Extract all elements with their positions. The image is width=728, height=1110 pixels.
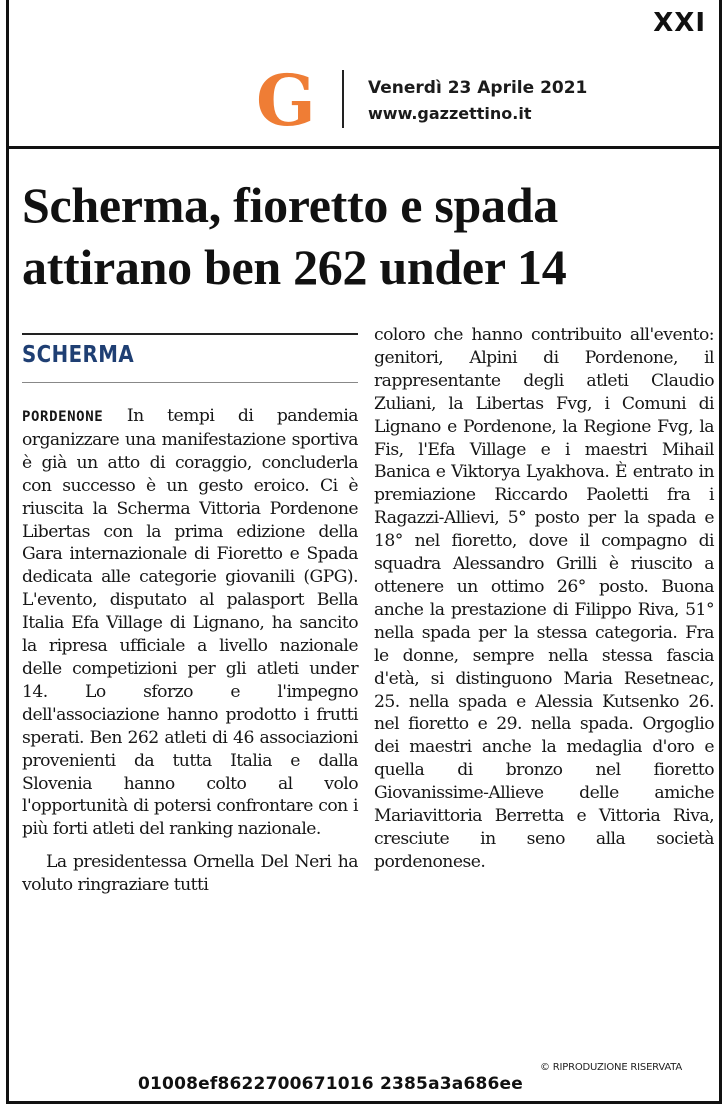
section-top-rule: [22, 333, 358, 335]
headline-line-1: Scherma, fioretto e spada: [22, 177, 558, 233]
gazzettino-logo: G: [256, 59, 316, 142]
section-bottom-rule: [22, 382, 358, 383]
page-number: XXI: [653, 8, 706, 38]
paragraph-2-continued: coloro che hanno contribuito all'evento: genitori, Alpini di Pordenone, il rappresentante degli atleti Claudio Zuliani, la Libertas Fvg, i Comuni di Lignano e Pordenone, la Regione Fvg, la Fis, l'Efa Village e i maestri Mihail Banica e Viktorya Lyakhova. È entrato in premiazione Riccardo Paoletti fra i Ragazzi-Allievi, 5° posto per la spada e 18° nel fioretto, dove il compagno di squadra Alessandro Grilli è riuscito a ottenere un ottimo 26° posto. Buona anche la prestazione di Filippo Riva, 51° nella spada per la stessa categoria. Fra le donne, sempre nella stessa fascia d'età, si distinguono Maria Resetneac, 25. nella spada e Alessia Kutsenko 26. nel fioretto e 29. nella spada. Orgoglio dei maestri anche la medaglia d'oro e quella di bronzo nel fioretto Giovanissime-Allieve delle amiche Mariavittoria Berretta e Vittoria Riva, cresciute in seno alla società pordenonese.: [374, 325, 714, 872]
article-column-1: [22, 405, 358, 897]
document-code: 01008ef8622700671016 2385a3a686ee: [138, 1074, 523, 1094]
paragraph-1: [22, 405, 358, 841]
headline-line-2: attirano ben 262 under 14: [22, 239, 567, 295]
section-label: SCHERMA: [22, 342, 135, 368]
dateline: PORDENONE: [22, 409, 104, 425]
paragraph-2-start: La presidentessa Ornella Del Neri ha voluto ringraziare tutti: [22, 852, 358, 896]
masthead-divider: [342, 70, 344, 128]
website-url[interactable]: www.gazzettino.it: [368, 104, 532, 123]
headline: [22, 174, 712, 298]
article-column-2: [374, 324, 714, 874]
issue-date: Venerdì 23 Aprile 2021: [368, 78, 588, 98]
paragraph-1-text: In tempi di pandemia organizzare una manifestazione sportiva è già un atto di coraggio, concluderla con successo è un gesto eroico. Ci è riuscita la Scherma Vittoria Pordenone Libertas con la prima edizione della Gara internazionale di Fioretto e Spada dedicata alle categorie giovanili (GPG). L'evento, disputato al palasport Bella Italia Efa Village di Lignano, ha sancito la ripresa ufficiale a livello nazionale delle competizioni per gli atleti under 14. Lo sforzo e l'impegno dell'associazione hanno prodotto i frutti sperati. Ben 262 atleti di 46 associazioni provenienti da tutta Italia e dalla Slovenia hanno colto al volo l'opportunità di potersi confrontare con i più forti atleti del ranking nazionale.: [22, 406, 358, 840]
copyright-notice: © RIPRODUZIONE RISERVATA: [540, 1062, 683, 1073]
header-rule: [6, 146, 722, 149]
